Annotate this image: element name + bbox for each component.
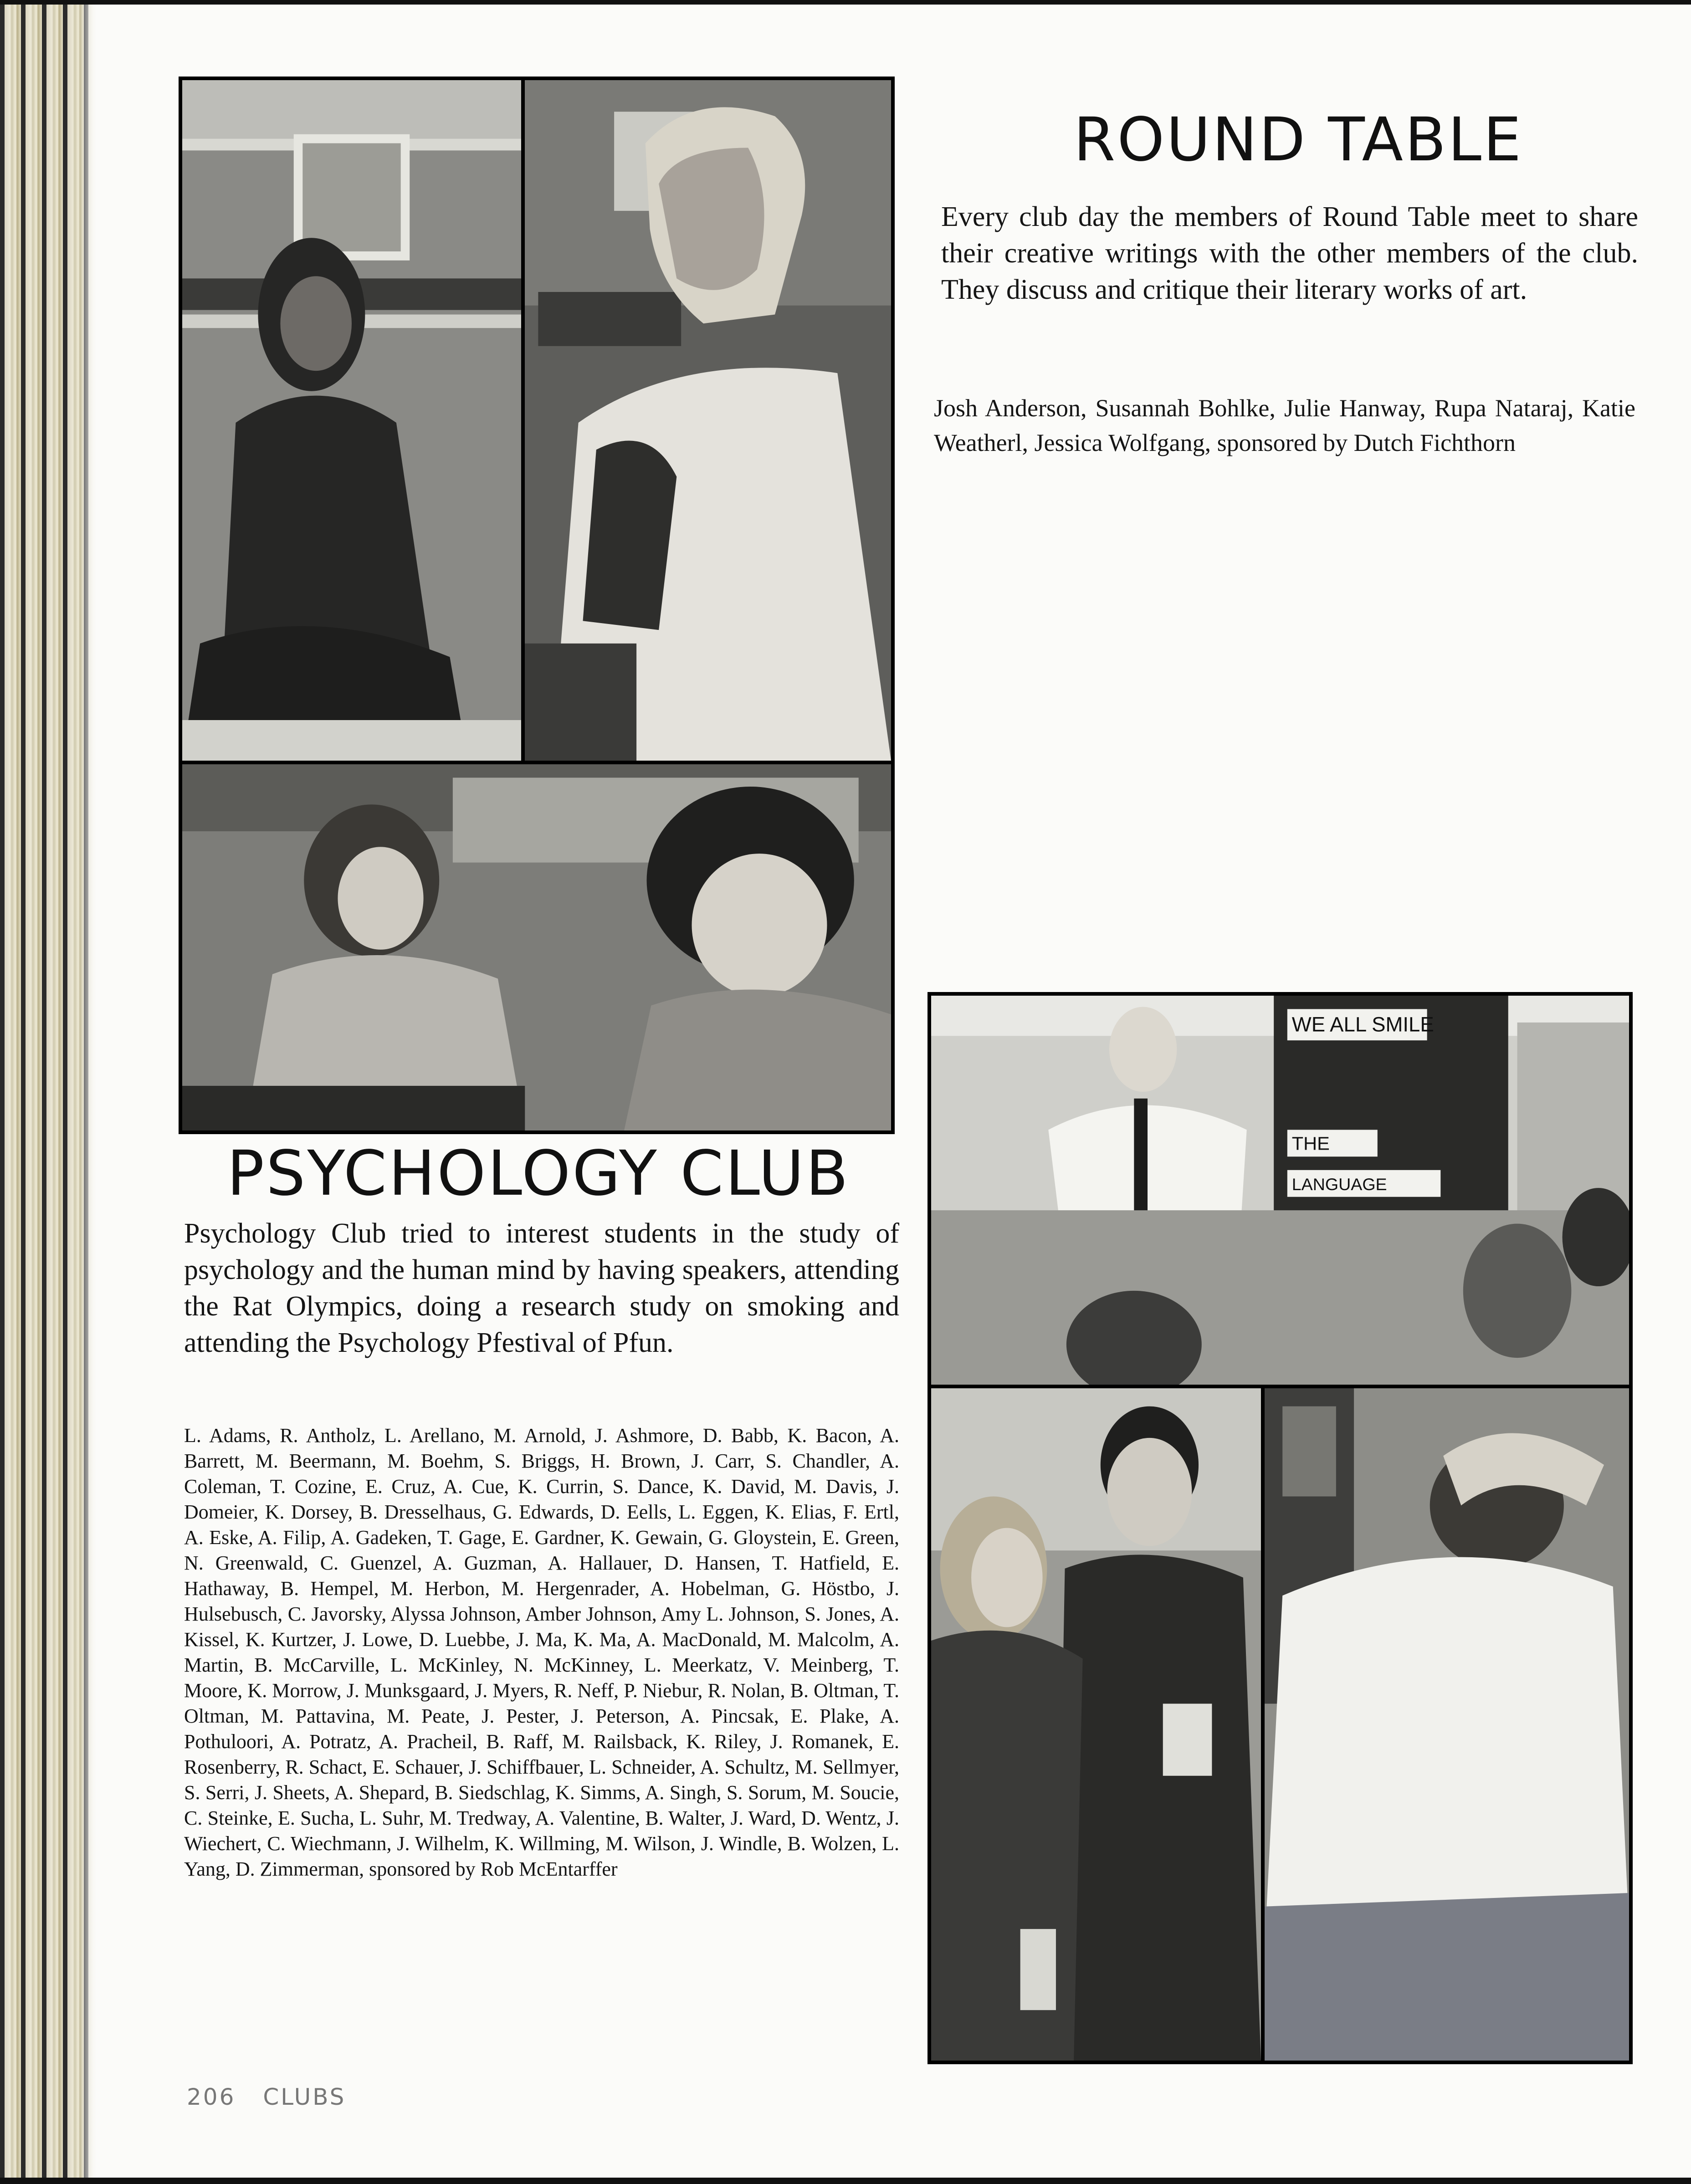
psychology-club-members: L. Adams, R. Antholz, L. Arellano, M. Arnold, J. Ashmore, D. Babb, K. Bacon, A. Barrett, M. Beermann, M. Boehm, S. Briggs, H. Brown, J. Carr, S. Chandler, A. Coleman, T. Cozine, E. Cruz, A. Cue, K. Currin, S. Dance, K. David, M. Davis, J. Domeier, K. Dorsey, B. Dresselhaus, G. Edwards, D. Eells, L. Eggen, K. Elias, F. Ertl, A. Eske, A. Filip, A. Gadeken, T. Gage, E. Gardner, K. Gewain, G. Gloystein, E. Green, N. Greenwald, C. Guenzel, A. Guzman, A. Hallauer, D. Hansen, T. Hatfield, E. Hathaway, B. Hempel, M. Herbon, M. Hergenrader, A. Hobelman, G. Höstbo, J. Hulsebusch, C. Javorsky, Alyssa Johnson, Amber Johnson, Amy L. Johnson, S. Jones, A. Kissel, K. Kurtzer, J. Lowe, D. Luebbe, J. Ma, K. Ma, A. MacDonald, M. Malcolm, A. Martin, B. McCarville, L. McKinley, N. McKinney, L. Meerkatz, V. Meinberg, T. Moore, K. Morrow, J. Munksgaard, J. Myers, R. Neff, P. Niebur, R. Nolan, B. Oltman, T. Oltman, M. Pattavina, M. Peate, J. Pester, J. Peterson, A. Pincsak, E. Plake, A. Pothuloori, A. Potratz, A. Pracheil, B. Raff, M. Railsback, K. Riley, J. Romanek, E. Rosenberry, R. Schact, E. Schauer, J. Schiffbauer, L. Schneider, A. Schultz, M. Sellmyer, S. Serri, J. Sheets, A. Shepard, B. Siedschlag, K. Simms, A. Singh, S. Sorum, M. Soucie, C. Steinke, E. Sucha, L. Suhr, M. Tredway, A. Valentine, B. Walter, J. Ward, D. Wentz, J. Wiechert, C. Wiechmann, J. Wilhelm, K. Willming, M. Wilson, J. Windle, B. Wolzen, L. Yang, D. Zimmerman, sponsored by Rob McEntarffer (184, 1424, 899, 1880)
section-label: CLUBS (263, 2084, 346, 2110)
book-binding (0, 0, 96, 2184)
photo-students-with-cup (927, 1385, 1265, 2064)
photo-young-man (521, 77, 895, 764)
round-table-members: Josh Anderson, Susannah Bohlke, Julie Hanway, Rupa Nataraj, Katie Weatherl, Jessica Wolfgang, sponsored by Dutch Fichthorn (934, 394, 1635, 456)
page-number: 206 (187, 2084, 236, 2110)
page-top-edge (0, 0, 1691, 5)
classroom-sign-language: LANGUAGE (1291, 1175, 1387, 1194)
round-table-title: ROUND TABLE (1073, 105, 1523, 175)
classroom-sign-the: THE (1291, 1133, 1330, 1154)
round-table-description: Every club day the members of Round Table meet to share their creative writings with the other members of the club. They discuss and critique their literary works of art. (941, 201, 1638, 305)
photo-girls-at-table (179, 761, 895, 1134)
psychology-club-description: Psychology Club tried to interest students in the study of psychology and the human mind by having speakers, attending the Rat Olympics, doing a research study on smoking and attending the Psychology Pfestival of Pfun. (184, 1218, 899, 1358)
psychology-club-title: PSYCHOLOGY CLUB (227, 1138, 850, 1210)
photo-teacher-speaking (927, 992, 1633, 1388)
photo-girl-seated (179, 77, 525, 764)
photo-boy-hands-on-head (1261, 1385, 1633, 2064)
page-footer (187, 2084, 364, 2110)
classroom-sign-smile: WE ALL SMILE (1291, 1013, 1434, 1036)
page-bottom-edge (0, 2178, 1691, 2184)
